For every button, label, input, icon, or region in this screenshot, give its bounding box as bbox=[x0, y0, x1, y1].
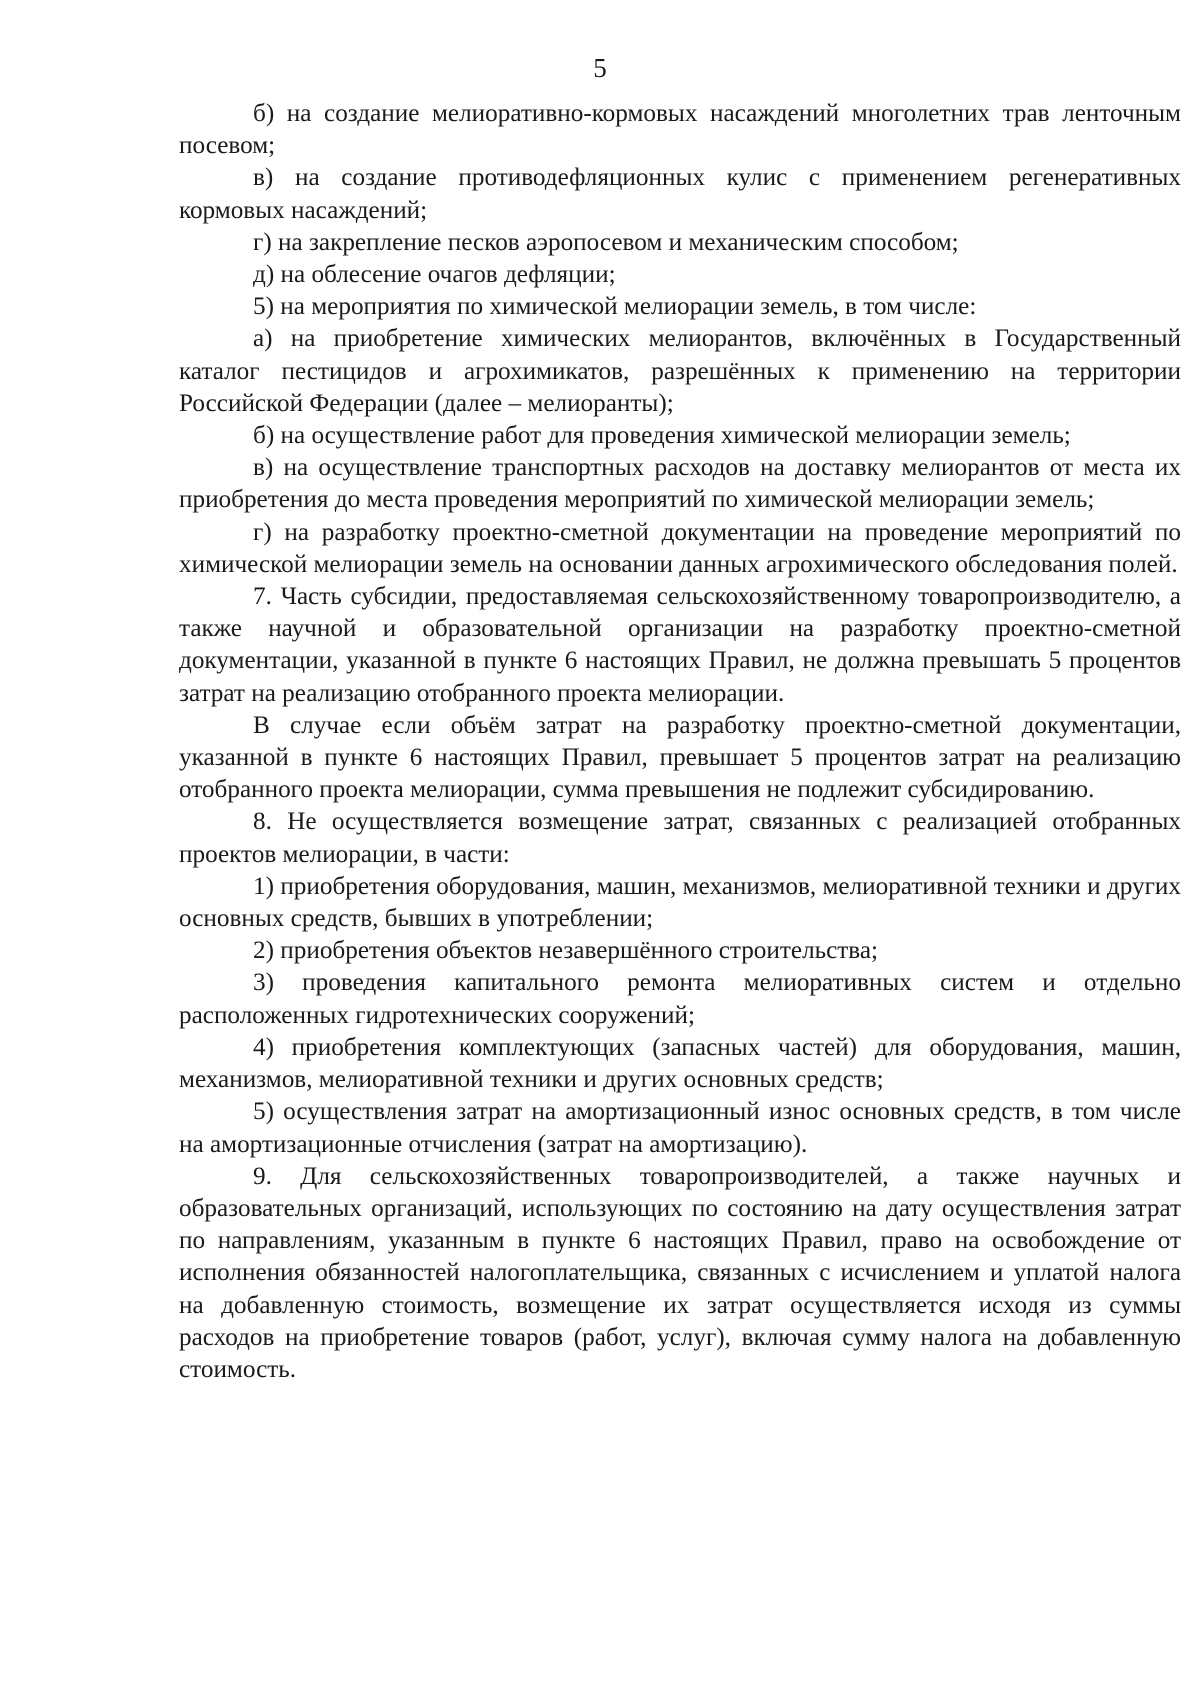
paragraph-5-chemical-melioration: 5) на мероприятия по химической мелиорации земель, в том числе: bbox=[253, 293, 977, 321]
paragraph-d-afforestation: д) на облесение очагов дефляции; bbox=[253, 261, 616, 289]
document-body bbox=[179, 98, 1181, 1386]
paragraph-a-ameliorants-purchase: а) на приобретение химических мелиорантов, включённых в Государственный каталог пестицидов и агрохимикатов, разрешённых к применению на территории Российской Федерации (далее – мелиоранты); bbox=[179, 325, 1181, 417]
paragraph-8-no-reimbursement: 8. Не осуществляется возмещение затрат, связанных с реализацией отобранных проектов мелиорации, в части: bbox=[179, 808, 1181, 868]
paragraph-g-design-documentation: г) на разработку проектно-сметной документации на проведение мероприятий по химической мелиорации земель на основании данных агрохимического обследования полей. bbox=[179, 518, 1181, 578]
paragraph-b-chemical-works: б) на осуществление работ для проведения химической мелиорации земель; bbox=[253, 422, 1071, 450]
paragraph-g-sand-fixing: г) на закрепление песков аэропосевом и механическим способом; bbox=[253, 228, 959, 256]
page-number: 5 bbox=[593, 53, 607, 83]
list-item-4-spare-parts: 4) приобретения комплектующих (запасных частей) для оборудования, машин, механизмов, мелиоративной техники и других основных средств; bbox=[179, 1033, 1181, 1094]
paragraph-excess-not-subsidized: В случае если объём затрат на разработку проектно-сметной документации, указанной в пункте 6 настоящих Правил, превышает 5 процентов затрат на реализацию отобранного проекта мелиорации, сумма превышения не подлежит субсидированию. bbox=[179, 711, 1181, 804]
list-item-1-used-equipment: 1) приобретения оборудования, машин, механизмов, мелиоративной техники и других основных средств, бывших в употреблении; bbox=[179, 872, 1181, 933]
paragraph-b-forage-plantings: б) на создание мелиоративно-кормовых насаждений многолетних трав ленточным посевом; bbox=[179, 100, 1181, 160]
list-item-3-capital-repair: 3) проведения капитального ремонта мелиоративных систем и отдельно расположенных гидротехнических сооружений; bbox=[179, 969, 1181, 1029]
list-item-2-unfinished-construction: 2) приобретения объектов незавершённого строительства; bbox=[253, 937, 879, 965]
paragraph-v-windbreak-strips: в) на создание противодефляционных кулис с применением регенеративных кормовых насаждений; bbox=[179, 164, 1181, 224]
paragraph-7-subsidy-share: 7. Часть субсидии, предоставляемая сельскохозяйственному товаропроизводителю, а также научной и образовательной организации на разработку проектно-сметной документации, указанной в пункте 6 настоящих Правил, не должна превышать 5 процентов затрат на реализацию отобранного проекта мелиорации. bbox=[179, 583, 1181, 707]
paragraph-9-vat-exemption: 9. Для сельскохозяйственных товаропроизводителей, а также научных и образовательных организаций, использующих по состоянию на дату осуществления затрат по направлениям, указанным в пункте 6 настоящих Правил, право на освобождение от исполнения обязанностей налогоплательщика, связанных с исчислением и уплатой налога на добавленную стоимость, возмещение их затрат осуществляется исходя из суммы расходов на приобретение товаров (работ, услуг), включая сумму налога на добавленную стоимость. bbox=[179, 1162, 1181, 1383]
paragraph-v-transport-costs: в) на осуществление транспортных расходов на доставку мелиорантов от места их приобретения до места проведения мероприятий по химической мелиорации земель; bbox=[179, 454, 1181, 514]
list-item-5-depreciation: 5) осуществления затрат на амортизационный износ основных средств, в том числе на амортизационные отчисления (затрат на амортизацию). bbox=[179, 1098, 1181, 1158]
